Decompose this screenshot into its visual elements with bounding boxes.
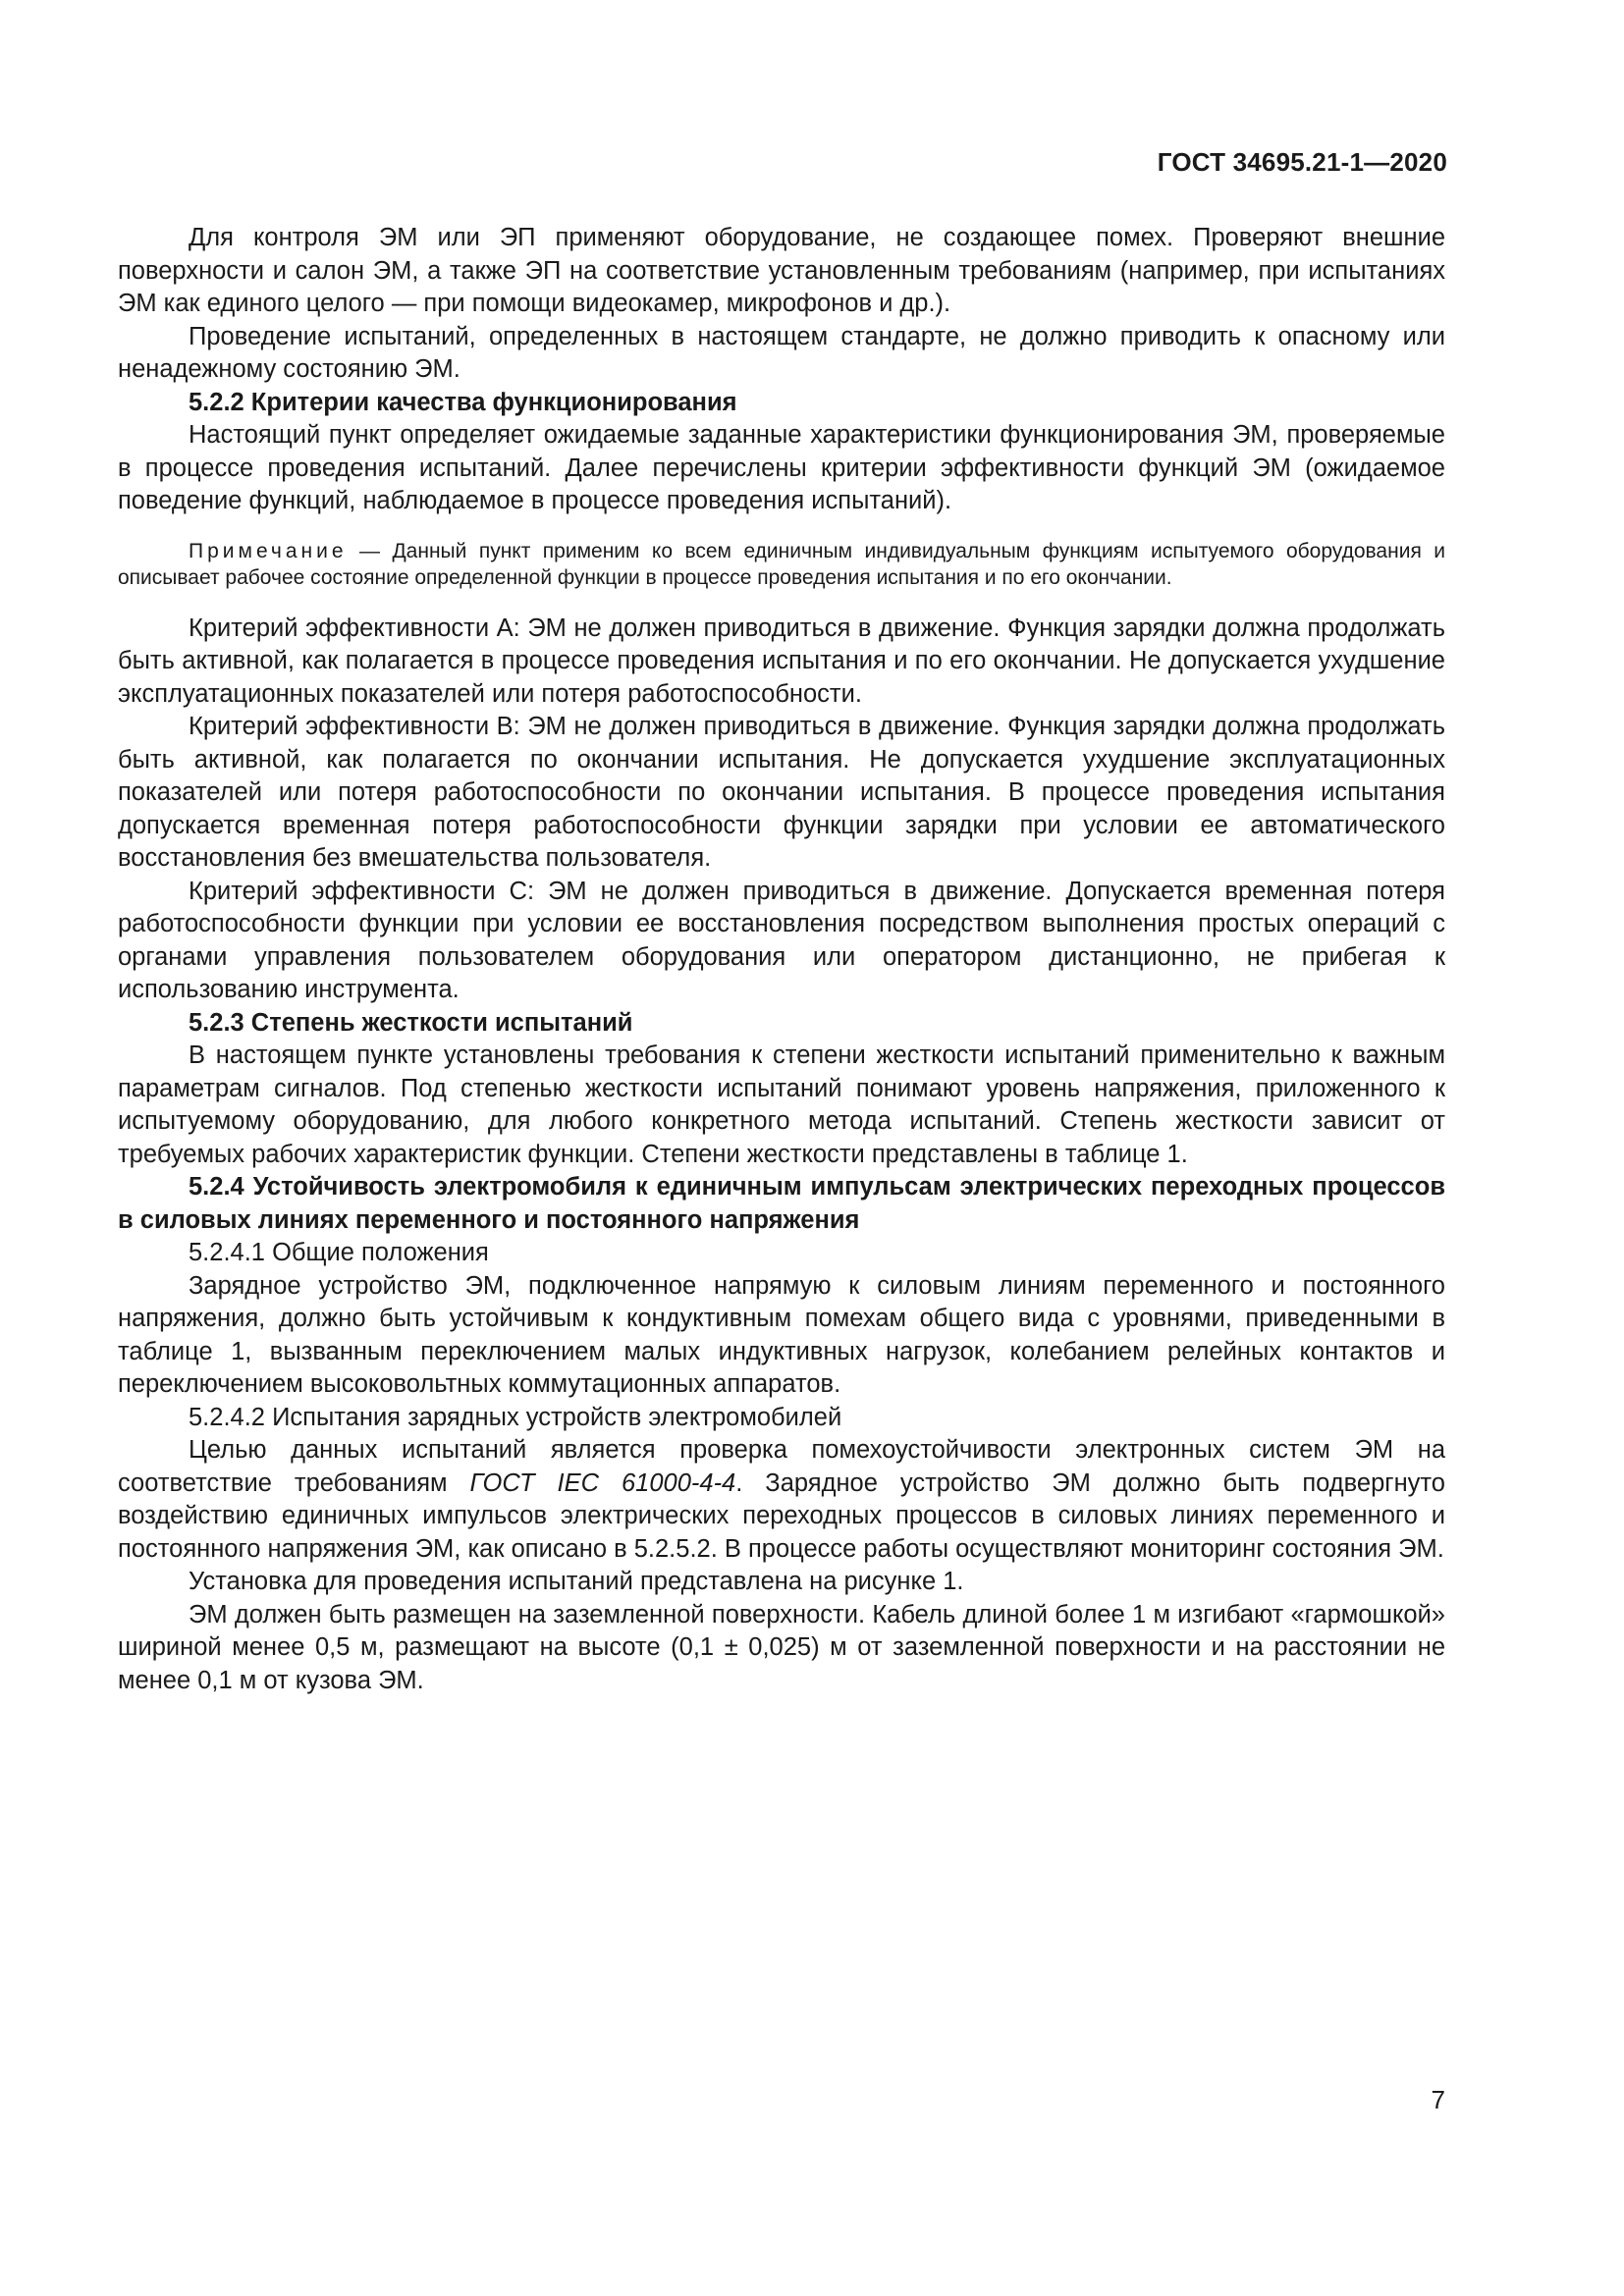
- page-number: 7: [1431, 2085, 1445, 2114]
- document-code: ГОСТ 34695.21-1—2020: [1157, 147, 1447, 177]
- paragraph-general-provisions: Зарядное устройство ЭМ, подключенное напрямую к силовым линиям переменного и постоянного напряжения, должно быть устойчивым к кондуктивным помехам общего вида с уровнями, приведенными в таблице 1, вызванным переключением малых индуктивных нагрузок, колебанием релейных контактов и переключением высоковольтных коммутационных аппаратов.: [118, 1271, 1445, 1398]
- paragraph-criterion-c: Критерий эффективности С: ЭМ не должен приводиться в движение. Допускается временная потеря работоспособности функции при условии ее восстановления посредством выполнения простых операций с органами управления пользователем оборудования или оператором дистанционно, не прибегая к использованию инструмента.: [118, 877, 1445, 1003]
- paragraph-criteria-intro: Настоящий пункт определяет ожидаемые заданные характеристики функционирования ЭМ, проверяемые в процессе проведения испытаний. Далее перечислены критерии эффективности функций ЭМ (ожидаемое поведение функций, наблюдаемое в процессе проведения испытаний).: [118, 421, 1445, 514]
- paragraph-severity: В настоящем пункте установлены требования к степени жесткости испытаний применительно к важным параметрам сигналов. Под степенью жесткости испытаний понимают уровень напряжения, приложенного к испытуемому оборудованию, для любого конкретного метода испытаний. Степень жесткости зависит от требуемых рабочих характеристик функции. Степени жесткости представлены в таблице 1.: [118, 1041, 1445, 1168]
- paragraph-criterion-b: Критерий эффективности В: ЭМ не должен приводиться в движение. Функция зарядки должна продолжать быть активной, как полагается по окончании испытания. Не допускается ухудшение эксплуатационных показателей или потеря работоспособности по окончании испытания. В процессе проведения испытания допускается временная потеря работоспособности функции зарядки при условии ее автоматического восстановления без вмешательства пользователя.: [118, 713, 1445, 872]
- paragraph-criterion-a: Критерий эффективности А: ЭМ не должен приводиться в движение. Функция зарядки должна продолжать быть активной, как полагается в процессе проведения испытания и по его окончании. Не допускается ухудшение эксплуатационных показателей или потеря работоспособности.: [118, 614, 1445, 708]
- test-purpose-text-start: Целью данных испытаний является проверка помехоустойчивости электронных систем ЭМ на соответствие требованиям: [118, 1436, 1445, 1497]
- test-purpose-text-end: . Зарядное устройство ЭМ должно быть подвергнуто воздействию единичных импульсов электрических переходных процессов в силовых линиях переменного и постоянного напряжения ЭМ, как описано в 5.2.5.2. В процессе работы осуществляют мониторинг состояния ЭМ.: [118, 1468, 1445, 1563]
- section-heading-5-2-2: 5.2.2 Критерии качества функционирования: [189, 388, 737, 416]
- note-label: Примечание: [189, 539, 348, 562]
- note-text: — Данный пункт применим ко всем единичным индивидуальным функциям испытуемого оборудования и описывает рабочее состояние определенной функции в процессе проведения испытания и по его окончании.: [118, 539, 1445, 589]
- standard-reference: ГОСТ IEC 61000-4-4: [469, 1468, 736, 1497]
- section-heading-5-2-3: 5.2.3 Степень жесткости испытаний: [189, 1008, 633, 1037]
- paragraph-cable-placement: ЭМ должен быть размещен на заземленной поверхности. Кабель длиной более 1 м изгибают «гармошкой» шириной менее 0,5 м, размещают на высоте (0,1 ± 0,025) м от заземленной поверхности и на расстоянии не менее 0,1 м от кузова ЭМ.: [118, 1600, 1445, 1694]
- paragraph-test-safety: Проведение испытаний, определенных в настоящем стандарте, не должно приводить к опасному или ненадежному состоянию ЭМ.: [118, 322, 1445, 383]
- section-heading-5-2-4: 5.2.4 Устойчивость электромобиля к единичным импульсам электрических переходных процессов в силовых линиях переменного и постоянного напряжения: [118, 1173, 1445, 1234]
- paragraph-monitoring-equipment: Для контроля ЭМ или ЭП применяют оборудование, не создающее помех. Проверяют внешние поверхности и салон ЭМ, а также ЭП на соответствие установленным требованиям (например, при испытаниях ЭМ как единого целого — при помощи видеокамер, микрофонов и др.).: [118, 224, 1445, 317]
- paragraph-test-purpose: [118, 1434, 1445, 1566]
- subsection-heading-5-2-4-2: 5.2.4.2 Испытания зарядных устройств электромобилей: [189, 1403, 842, 1431]
- document-body: [118, 222, 1445, 1697]
- note-block: [118, 538, 1445, 591]
- subsection-heading-5-2-4-1: 5.2.4.1 Общие положения: [189, 1239, 489, 1266]
- paragraph-figure-reference: Установка для проведения испытаний представлена на рисунке 1.: [189, 1568, 964, 1595]
